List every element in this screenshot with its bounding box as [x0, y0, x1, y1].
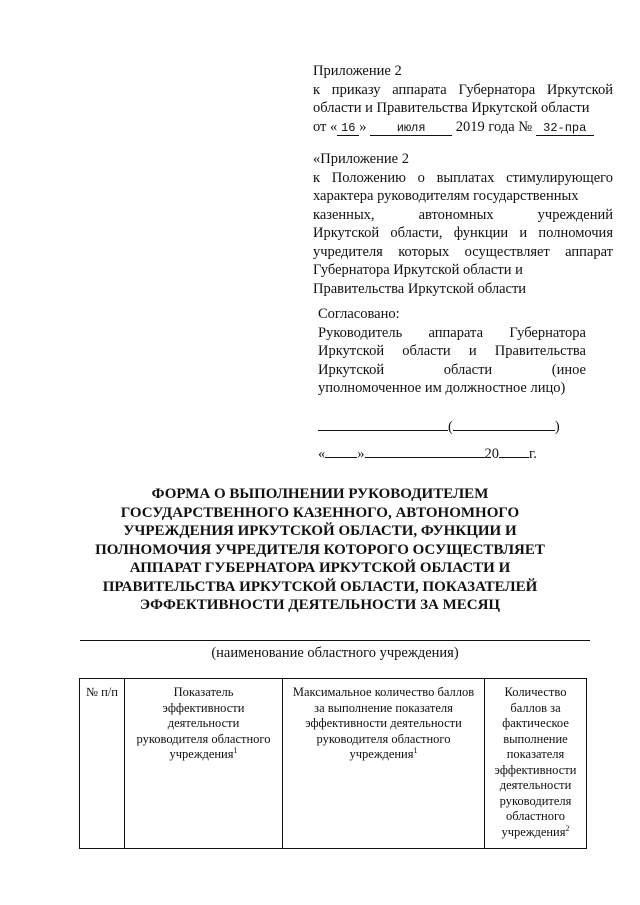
header-actual-points: Количество баллов за фактическое выполнение показателя эффективности деятельности руководителя областного учреждения$^2$ — [485, 679, 587, 849]
approval-line: Иркутской области (иное — [318, 361, 586, 378]
regulation-line: Иркутской области, функции и полномочия — [313, 225, 613, 241]
form-title: ФОРМА О ВЫПОЛНЕНИИ РУКОВОДИТЕЛЕМ ГОСУДАРСТВЕННОГО КАЗЕННОГО, АВТОНОМНОГО УЧРЕЖДЕНИЯ ИРКУТСКОЙ ОБЛАСТИ, ФУНКЦИИ И ПОЛНОМОЧИЯ УЧРЕДИТЕЛЯ КОТОРОГО ОСУЩЕСТВЛЯЕТ АППАРАТ ГУБЕРНАТОРА ИРКУТСКОЙ ОБЛАСТИ И ПРАВИТЕЛЬСТВА ИРКУТСКОЙ ОБЛАСТИ, ПОКАЗАТЕЛЕЙ ЭФФЕКТИВНОСТИ ДЕЯТЕЛЬНОСТИ ЗА МЕСЯЦ — [95, 486, 545, 613]
regulation-line: казенных, автономных учреждений — [313, 206, 613, 223]
regulation-reference — [313, 150, 613, 298]
approval-block — [318, 305, 586, 464]
header-max-points: Максимальное количество баллов за выполнение показателя эффективности деятельности руководителя областного учреждения$^1$ — [283, 679, 485, 849]
regulation-line: Правительства Иркутской области — [313, 280, 527, 297]
approval-heading: Согласовано: — [318, 306, 400, 322]
table-header-row — [80, 679, 587, 849]
appendix-authority-line: области и Правительства Иркутской области — [313, 100, 590, 116]
date-prefix: от « — [313, 118, 338, 135]
signature-field[interactable] — [318, 416, 448, 431]
date-year: 2019 года № — [455, 118, 533, 135]
regulation-line: к Положению о выплатах стимулирующего — [313, 169, 613, 186]
approval-line: Руководитель аппарата Губернатора — [318, 324, 586, 341]
approval-line: Иркутской области и Правительства — [318, 343, 586, 359]
appendix-order-line: к приказу аппарата Губернатора Иркутской — [313, 81, 613, 98]
order-number-field: 32-пра — [536, 121, 594, 136]
signature-line: ( ) — [318, 416, 586, 437]
institution-name-line[interactable] — [80, 640, 590, 641]
institution-caption: (наименование областного учреждения) — [211, 645, 459, 661]
date-day-field: 16 — [337, 121, 359, 136]
approval-month-field[interactable] — [365, 443, 485, 458]
regulation-title: «Приложение 2 — [313, 151, 409, 167]
regulation-line: Губернатора Иркутской области и — [313, 262, 523, 278]
header-number: № п/п — [80, 679, 125, 849]
approval-date-line: « » 20 г. — [318, 443, 586, 464]
approval-day-field[interactable] — [325, 443, 357, 458]
header-indicator: Показатель эффективности деятельности руководителя областного учреждения$^1$ — [125, 679, 283, 849]
date-mid: » — [359, 118, 367, 135]
regulation-line: характера руководителям государственных — [313, 188, 579, 204]
approval-line: уполномоченное им должностное лицо) — [318, 380, 566, 396]
approval-year-field[interactable] — [499, 443, 529, 458]
appendix-title: Приложение 2 — [313, 63, 402, 79]
regulation-line: учредителя которых осуществляет аппарат — [313, 243, 613, 260]
appendix-header — [313, 62, 613, 136]
date-month-field: июля — [370, 121, 452, 136]
appendix-date-line — [313, 118, 613, 137]
signature-name-field[interactable] — [453, 416, 555, 431]
indicators-table — [79, 678, 587, 849]
